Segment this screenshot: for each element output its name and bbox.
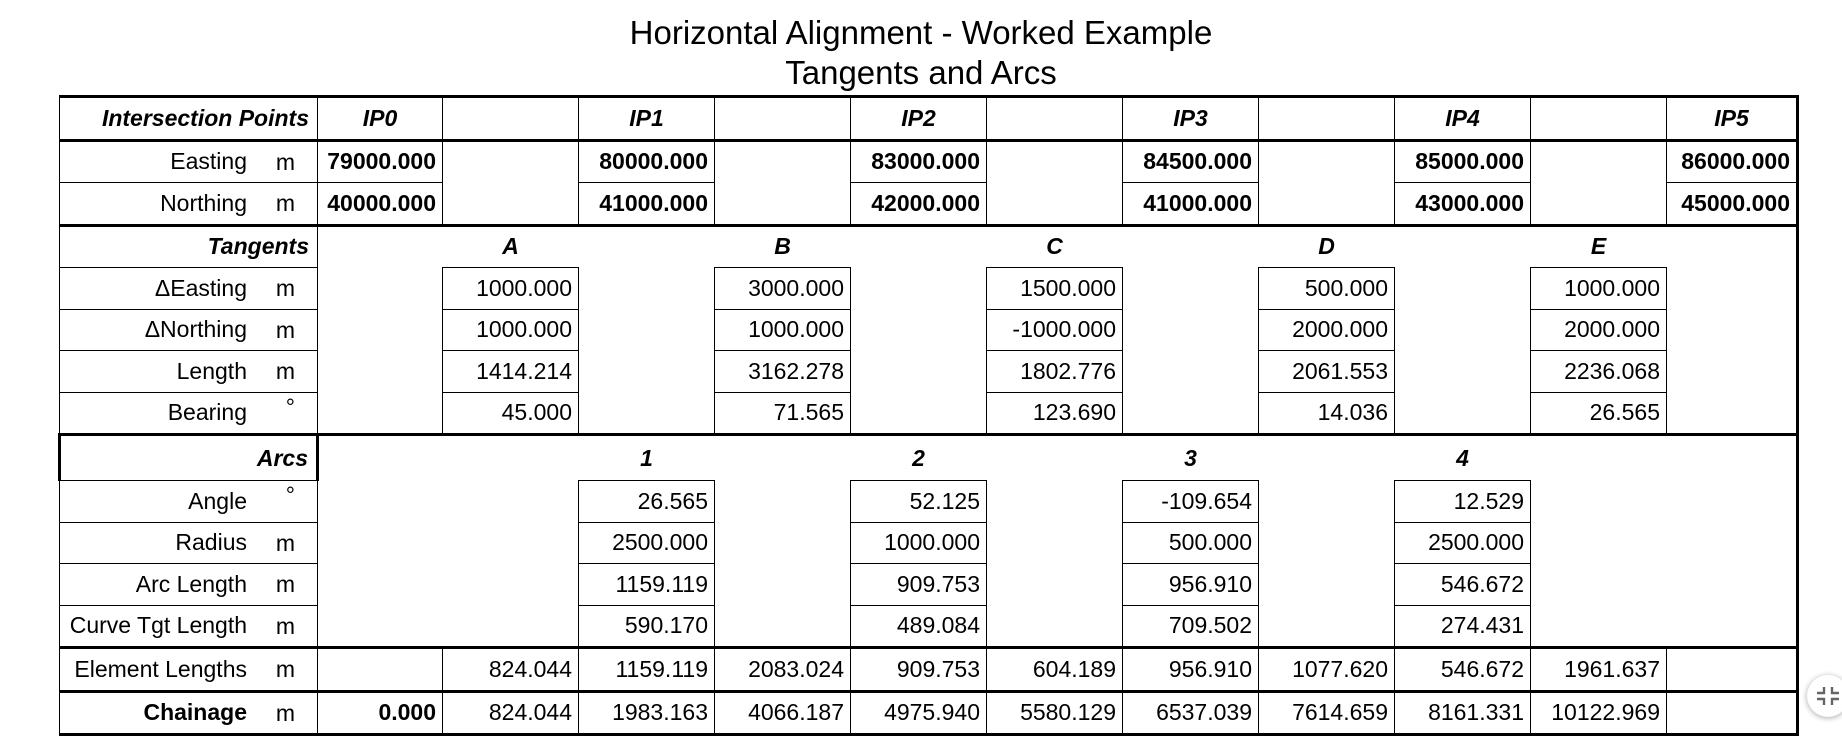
empty-cell <box>715 564 851 606</box>
northing-label: Northing m <box>60 183 318 226</box>
empty-cell <box>1667 522 1798 564</box>
arc-curve-tgt-length: 709.502 <box>1123 605 1259 648</box>
empty-cell <box>1259 481 1395 523</box>
empty-cell <box>851 225 987 268</box>
element-lengths-label: Element Lengths m <box>60 648 318 692</box>
empty-cell <box>318 564 443 606</box>
empty-cell <box>1259 435 1395 481</box>
ip-easting: 86000.000 <box>1667 140 1798 183</box>
empty-cell <box>851 309 987 351</box>
chainage-value: 8161.331 <box>1395 691 1531 735</box>
ip-northing: 45000.000 <box>1667 183 1798 226</box>
arc-radius: 1000.000 <box>851 522 987 564</box>
tangent-length: 2061.553 <box>1259 351 1395 393</box>
radius-label: Radius m <box>60 522 318 564</box>
delta-northing-label: ΔNorthing m <box>60 309 318 351</box>
empty-cell <box>987 522 1123 564</box>
chainage-value: 824.044 <box>443 691 579 735</box>
empty-cell <box>987 140 1123 183</box>
empty-cell <box>1667 564 1798 606</box>
chainage-value: 1983.163 <box>579 691 715 735</box>
arc-length: 956.910 <box>1123 564 1259 606</box>
empty-cell <box>1667 605 1798 648</box>
empty-cell <box>715 522 851 564</box>
empty-cell <box>579 392 715 435</box>
arc-length-label: Arc Length m <box>60 564 318 606</box>
ip-name: IP0 <box>318 97 443 141</box>
tangent-name: C <box>987 225 1123 268</box>
empty-cell <box>1667 268 1798 310</box>
bearing-label: Bearing ° <box>60 392 318 435</box>
empty-cell <box>1123 309 1259 351</box>
empty-cell <box>1395 225 1531 268</box>
arc-angle: 52.125 <box>851 481 987 523</box>
tangent-length: 1802.776 <box>987 351 1123 393</box>
empty-cell <box>1531 481 1667 523</box>
empty-cell <box>715 97 851 141</box>
empty-cell <box>443 97 579 141</box>
element-length: 2083.024 <box>715 648 851 692</box>
empty-cell <box>1531 564 1667 606</box>
empty-cell <box>1531 97 1667 141</box>
empty-cell <box>443 564 579 606</box>
empty-cell <box>579 268 715 310</box>
empty-cell <box>987 481 1123 523</box>
element-length: 909.753 <box>851 648 987 692</box>
empty-cell <box>318 481 443 523</box>
tangent-delta-northing: -1000.000 <box>987 309 1123 351</box>
curve-tgt-length-row <box>60 605 1798 648</box>
tangent-bearing: 45.000 <box>443 392 579 435</box>
empty-cell <box>851 268 987 310</box>
arc-name: 2 <box>851 435 987 481</box>
empty-cell <box>1259 522 1395 564</box>
empty-cell <box>318 605 443 648</box>
empty-cell <box>1531 140 1667 183</box>
arc-curve-tgt-length: 590.170 <box>579 605 715 648</box>
empty-cell <box>1667 225 1798 268</box>
angle-label: Angle ° <box>60 481 318 523</box>
empty-cell <box>1667 481 1798 523</box>
empty-cell <box>318 435 443 481</box>
tangent-bearing: 14.036 <box>1259 392 1395 435</box>
angle-row <box>60 481 1798 523</box>
ip-northing: 42000.000 <box>851 183 987 226</box>
empty-cell <box>1395 351 1531 393</box>
tangent-delta-easting: 1000.000 <box>1531 268 1667 310</box>
empty-cell <box>1123 351 1259 393</box>
easting-row <box>60 140 1798 183</box>
ip-header-row <box>60 97 1798 141</box>
empty-cell <box>443 605 579 648</box>
empty-cell <box>1531 435 1667 481</box>
unit-label: m <box>275 148 295 175</box>
arc-radius: 500.000 <box>1123 522 1259 564</box>
empty-cell <box>1259 140 1395 183</box>
tangent-name: D <box>1259 225 1395 268</box>
arc-curve-tgt-length: 274.431 <box>1395 605 1531 648</box>
page-title: Horizontal Alignment - Worked Example <box>629 14 1213 51</box>
empty-cell <box>1259 564 1395 606</box>
arc-length-row <box>60 564 1798 606</box>
empty-cell <box>987 97 1123 141</box>
ip-easting: 85000.000 <box>1395 140 1531 183</box>
arc-angle: 12.529 <box>1395 481 1531 523</box>
chainage-value: 6537.039 <box>1123 691 1259 735</box>
empty-cell <box>1531 522 1667 564</box>
empty-cell <box>579 351 715 393</box>
tangent-delta-easting: 500.000 <box>1259 268 1395 310</box>
collapse-icon <box>1815 685 1841 707</box>
chainage-label: Chainage m <box>60 691 318 735</box>
arc-name: 1 <box>579 435 715 481</box>
unit-label: m <box>275 316 295 343</box>
empty-cell <box>318 268 443 310</box>
easting-label: Easting m <box>60 140 318 183</box>
delta-easting-row <box>60 268 1798 310</box>
empty-cell <box>1259 605 1395 648</box>
empty-cell <box>1667 392 1798 435</box>
ip-name: IP2 <box>851 97 987 141</box>
empty-cell <box>715 605 851 648</box>
chainage-value: 4975.940 <box>851 691 987 735</box>
empty-cell <box>443 435 579 481</box>
unit-label: m <box>275 699 295 726</box>
unit-label: m <box>275 275 295 301</box>
tangent-name: A <box>443 225 579 268</box>
chainage-value: 7614.659 <box>1259 691 1395 735</box>
tangent-delta-northing: 2000.000 <box>1531 309 1667 351</box>
tangent-length: 2236.068 <box>1531 351 1667 393</box>
unit-label: ° <box>285 393 295 420</box>
empty-cell <box>318 648 443 692</box>
empty-cell <box>715 481 851 523</box>
length-row <box>60 351 1798 393</box>
arc-name: 3 <box>1123 435 1259 481</box>
empty-cell <box>1395 268 1531 310</box>
empty-cell <box>1259 97 1395 141</box>
tangent-name: B <box>715 225 851 268</box>
tangent-delta-easting: 1000.000 <box>443 268 579 310</box>
empty-cell <box>1123 392 1259 435</box>
tangents-header-row <box>60 225 1798 268</box>
unit-label: m <box>275 358 295 384</box>
empty-cell <box>443 522 579 564</box>
element-lengths-row <box>60 648 1798 692</box>
unit-label: m <box>275 190 295 216</box>
empty-cell <box>1395 309 1531 351</box>
empty-cell <box>318 392 443 435</box>
northing-row <box>60 183 1798 226</box>
empty-cell <box>1259 183 1395 226</box>
tangent-length: 1414.214 <box>443 351 579 393</box>
empty-cell <box>1123 225 1259 268</box>
empty-cell <box>443 140 579 183</box>
ip-northing: 43000.000 <box>1395 183 1531 226</box>
unit-label: m <box>275 656 295 682</box>
element-length: 1077.620 <box>1259 648 1395 692</box>
tangent-bearing: 71.565 <box>715 392 851 435</box>
empty-cell <box>579 309 715 351</box>
empty-cell <box>715 140 851 183</box>
ip-name: IP4 <box>1395 97 1531 141</box>
arc-angle: -109.654 <box>1123 481 1259 523</box>
empty-cell <box>1667 435 1798 481</box>
element-length: 546.672 <box>1395 648 1531 692</box>
arc-name: 4 <box>1395 435 1531 481</box>
ip-easting: 83000.000 <box>851 140 987 183</box>
empty-cell <box>987 564 1123 606</box>
alignment-table <box>58 95 1799 736</box>
curve-tgt-length-label: Curve Tgt Length m <box>60 605 318 648</box>
radius-row <box>60 522 1798 564</box>
element-length: 1961.637 <box>1531 648 1667 692</box>
unit-label: ° <box>285 482 295 508</box>
length-label: Length m <box>60 351 318 393</box>
arc-radius: 2500.000 <box>579 522 715 564</box>
tangents-label: Tangents <box>60 225 318 268</box>
ip-easting: 79000.000 <box>318 140 443 183</box>
tangent-delta-northing: 1000.000 <box>443 309 579 351</box>
empty-cell <box>851 351 987 393</box>
intersection-points-label: Intersection Points <box>60 97 318 141</box>
ip-northing: 40000.000 <box>318 183 443 226</box>
element-length: 604.189 <box>987 648 1123 692</box>
arc-length: 546.672 <box>1395 564 1531 606</box>
arcs-header-row <box>60 435 1798 481</box>
page-subtitle: Tangents and Arcs <box>785 54 1057 91</box>
element-length: 956.910 <box>1123 648 1259 692</box>
delta-easting-label: ΔEasting m <box>60 268 318 310</box>
element-length: 824.044 <box>443 648 579 692</box>
empty-cell <box>1531 183 1667 226</box>
empty-cell <box>1667 351 1798 393</box>
chainage-value: 0.000 <box>318 691 443 735</box>
empty-cell <box>987 435 1123 481</box>
bearing-row <box>60 392 1798 435</box>
empty-cell <box>715 435 851 481</box>
ip-easting: 84500.000 <box>1123 140 1259 183</box>
unit-label: m <box>275 529 295 556</box>
ip-northing: 41000.000 <box>579 183 715 226</box>
empty-cell <box>318 351 443 393</box>
empty-cell <box>987 183 1123 226</box>
tangent-delta-easting: 1500.000 <box>987 268 1123 310</box>
ip-name: IP1 <box>579 97 715 141</box>
empty-cell <box>1667 309 1798 351</box>
empty-cell <box>715 183 851 226</box>
chainage-value: 5580.129 <box>987 691 1123 735</box>
empty-cell <box>1667 648 1798 692</box>
empty-cell <box>1123 268 1259 310</box>
empty-cell <box>987 605 1123 648</box>
empty-cell <box>1531 605 1667 648</box>
empty-cell <box>443 183 579 226</box>
unit-label: m <box>275 571 295 597</box>
tangent-delta-northing: 1000.000 <box>715 309 851 351</box>
tangent-bearing: 26.565 <box>1531 392 1667 435</box>
tangent-length: 3162.278 <box>715 351 851 393</box>
arcs-label: Arcs <box>60 435 318 481</box>
ip-name: IP3 <box>1123 97 1259 141</box>
exit-fullscreen-button[interactable] <box>1807 675 1842 717</box>
ip-northing: 41000.000 <box>1123 183 1259 226</box>
empty-cell <box>443 481 579 523</box>
empty-cell <box>318 522 443 564</box>
element-length: 1159.119 <box>579 648 715 692</box>
empty-cell <box>851 392 987 435</box>
delta-northing-row <box>60 309 1798 351</box>
chainage-value: 4066.187 <box>715 691 851 735</box>
tangent-name: E <box>1531 225 1667 268</box>
arc-length: 1159.119 <box>579 564 715 606</box>
chainage-value: 10122.969 <box>1531 691 1667 735</box>
empty-cell <box>1395 392 1531 435</box>
empty-cell <box>318 309 443 351</box>
tangent-delta-northing: 2000.000 <box>1259 309 1395 351</box>
empty-cell <box>318 225 443 268</box>
ip-name: IP5 <box>1667 97 1798 141</box>
arc-curve-tgt-length: 489.084 <box>851 605 987 648</box>
tangent-delta-easting: 3000.000 <box>715 268 851 310</box>
unit-label: m <box>275 612 295 639</box>
ip-easting: 80000.000 <box>579 140 715 183</box>
tangent-bearing: 123.690 <box>987 392 1123 435</box>
arc-radius: 2500.000 <box>1395 522 1531 564</box>
arc-length: 909.753 <box>851 564 987 606</box>
empty-cell <box>579 225 715 268</box>
arc-angle: 26.565 <box>579 481 715 523</box>
